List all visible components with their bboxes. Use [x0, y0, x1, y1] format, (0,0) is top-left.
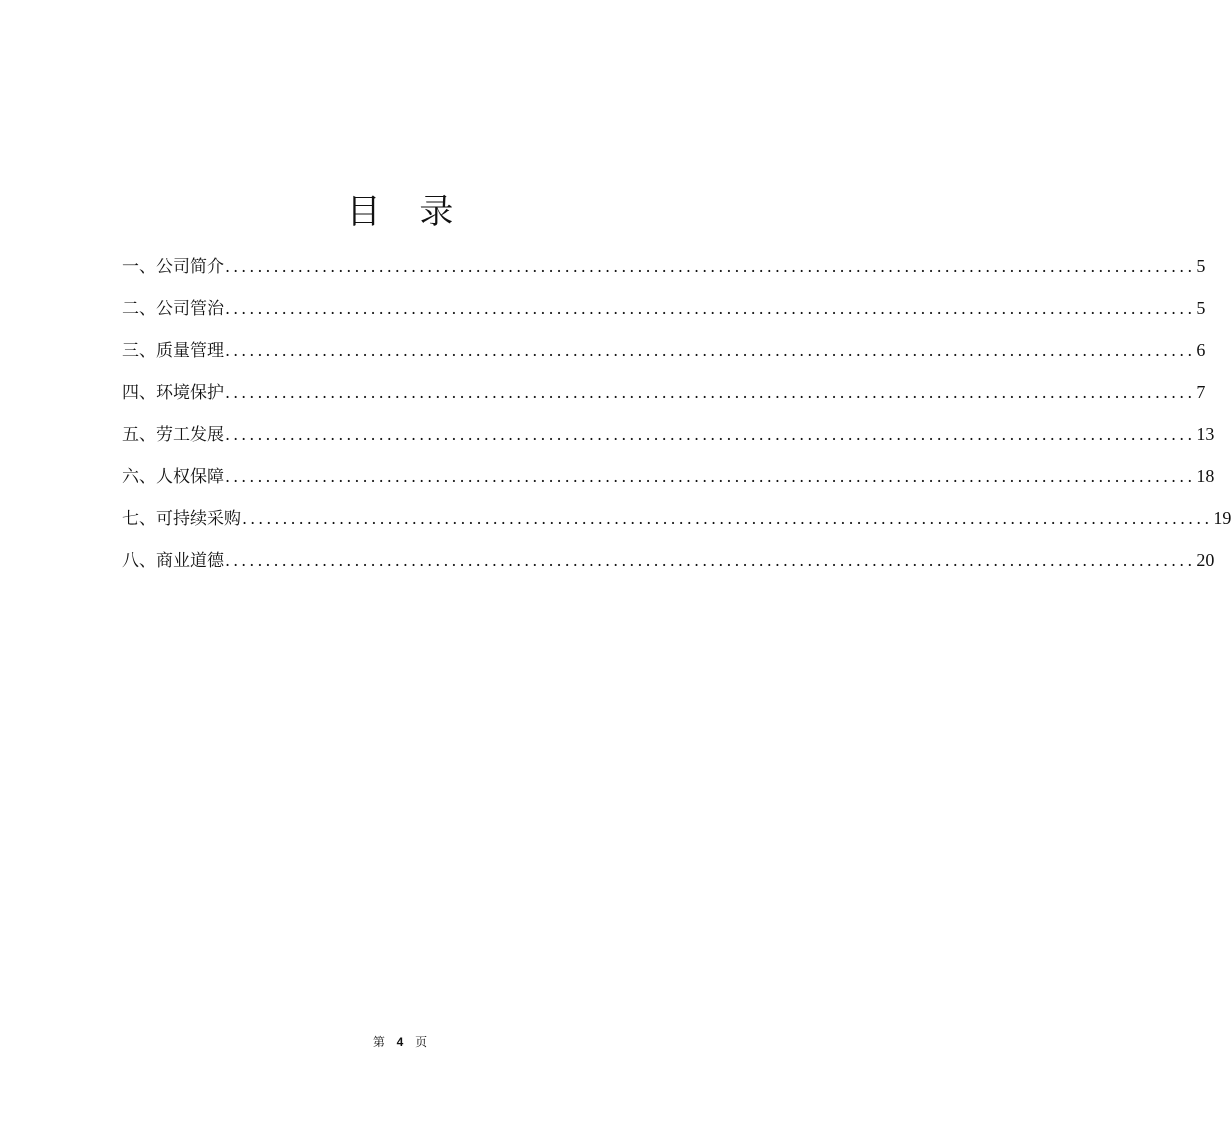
toc-entry[interactable] — [122, 378, 1206, 420]
toc-entry-page: 20 — [1196, 550, 1215, 570]
toc-entry-label: 四、环境保护 — [122, 383, 224, 403]
toc-leader-dots: ........................................................................................................................ — [225, 551, 1196, 570]
toc-entry-label: 八、商业道德 — [122, 551, 224, 571]
toc-entry-page: 7 — [1196, 382, 1206, 402]
toc-leader-dots: ........................................................................................................................ — [225, 467, 1196, 486]
toc-entry[interactable] — [122, 252, 1206, 294]
toc-leader-dots: ........................................................................................................................ — [225, 299, 1196, 318]
toc-entry-label: 五、劳工发展 — [122, 425, 224, 445]
toc-entry-label: 二、公司管治 — [122, 299, 224, 319]
toc-entry-page: 5 — [1196, 298, 1206, 318]
toc-entry-page: 6 — [1196, 340, 1206, 360]
toc-entry-label: 七、可持续采购 — [122, 509, 241, 529]
toc-leader-dots: ........................................................................................................................ — [225, 383, 1196, 402]
footer-page-number: 4 — [396, 1035, 404, 1049]
toc-entry-label: 六、人权保障 — [122, 467, 224, 487]
toc-leader-dots: ........................................................................................................................ — [225, 341, 1196, 360]
toc-list — [122, 252, 1231, 588]
toc-entry-page: 13 — [1196, 424, 1215, 444]
toc-leader-dots: ........................................................................................................................ — [225, 257, 1196, 276]
toc-entry-page: 18 — [1196, 466, 1215, 486]
toc-entry[interactable] — [122, 462, 1215, 504]
page-footer — [0, 1033, 800, 1051]
toc-entry-page: 5 — [1196, 256, 1206, 276]
toc-entry[interactable] — [122, 420, 1215, 462]
toc-entry[interactable] — [122, 294, 1206, 336]
toc-entry[interactable] — [122, 546, 1215, 588]
toc-entry-label: 三、质量管理 — [122, 341, 224, 361]
toc-leader-dots: ........................................................................................................................ — [242, 509, 1213, 528]
footer-prefix: 第 — [372, 1035, 385, 1049]
toc-entry-label: 一、公司简介 — [122, 257, 224, 277]
footer-suffix: 页 — [415, 1035, 428, 1049]
toc-title: 目 录 — [346, 192, 468, 232]
toc-entry[interactable] — [122, 504, 1231, 546]
toc-leader-dots: ........................................................................................................................ — [225, 425, 1196, 444]
toc-entry[interactable] — [122, 336, 1206, 378]
toc-entry-page: 19 — [1213, 508, 1231, 528]
